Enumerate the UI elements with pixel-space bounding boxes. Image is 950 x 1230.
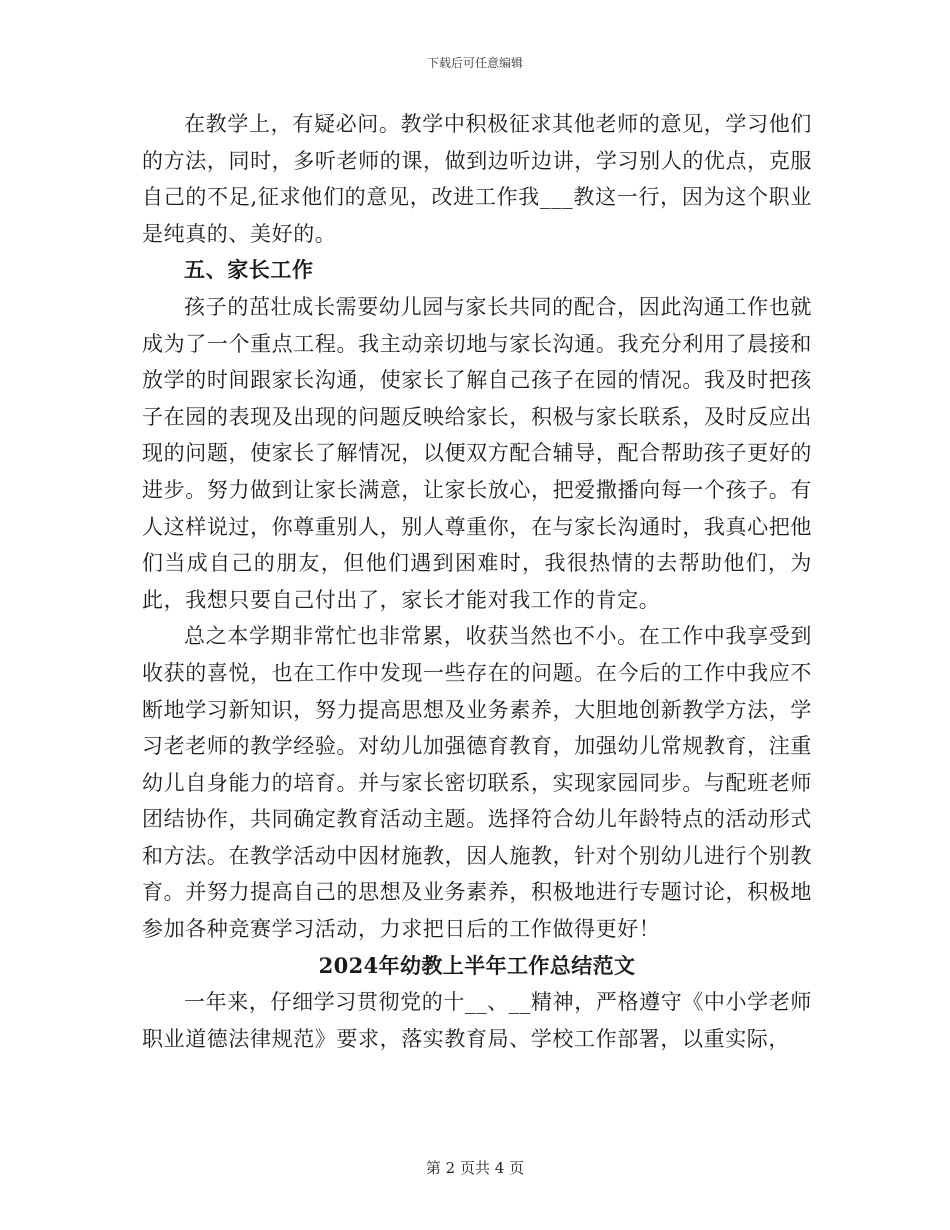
paragraph-summary: 总之本学期非常忙也非常累，收获当然也不小。在工作中我享受到收获的喜悦，也在工作中发现一些存在的问题。在今后的工作中我应不断地学习新知识，努力提高思想及业务素养，大胆地创新教学方法，学习老老师的教学经验。对幼儿加强德育教育，加强幼儿常规教育，注重幼儿自身能力的培育。并与家长密切联系，实现家园同步。与配班老师团结协作，共同确定教育活动主题。选择符合幼儿年龄特点的活动形式和方法。在教学活动中因材施教，因人施教，针对个别幼儿进行个别教育。并努力提高自己的思想及业务素养，积极地进行专题讨论，积极地参加各种竞赛学习活动，力求把日后的工作做得更好！ — [142, 624, 812, 942]
article-title: 2024年幼教上半年工作总结范文 — [318, 952, 636, 978]
paragraph-intro: 一年来，仔细学习贯彻党的十__、__精神，严格遵守《中小学老师职业道德法律规范》要求，落实教育局、学校工作部署，以重实际， — [142, 990, 812, 1051]
section-heading-parents: 五、家长工作 — [184, 257, 314, 283]
paragraph-parent-work: 孩子的茁壮成长需要幼儿园与家长共同的配合，因此沟通工作也就成为了一个重点工程。我主动亲切地与家长沟通。我充分利用了晨接和放学的时间跟家长沟通，使家长了解自己孩子在园的情况。我及时把孩子在园的表现及出现的问题反映给家长，积极与家长联系，及时反应出现的问题，使家长了解情况，以便双方配合辅导，配合帮助孩子更好的进步。努力做到让家长满意，让家长放心，把爱撒播向每一个孩子。有人这样说过，你尊重别人，别人尊重你，在与家长沟通时，我真心把他们当成自己的朋友，但他们遇到困难时，我很热情的去帮助他们，为此，我想只要自己付出了，家长才能对我工作的肯定。 — [142, 294, 812, 612]
page-number: 第 2 页共 4 页 — [425, 1159, 525, 1177]
paragraph-teaching: 在教学上，有疑必问。教学中积极征求其他老师的意见，学习他们的方法，同时，多听老师的课，做到边听边讲，学习别人的优点，克服自己的不足,征求他们的意见，改进工作我___教这一行，因为这个职业是纯真的、美好的。 — [142, 112, 812, 246]
header-note: 下载后可任意编辑 — [426, 56, 523, 70]
document-body — [142, 106, 812, 1057]
